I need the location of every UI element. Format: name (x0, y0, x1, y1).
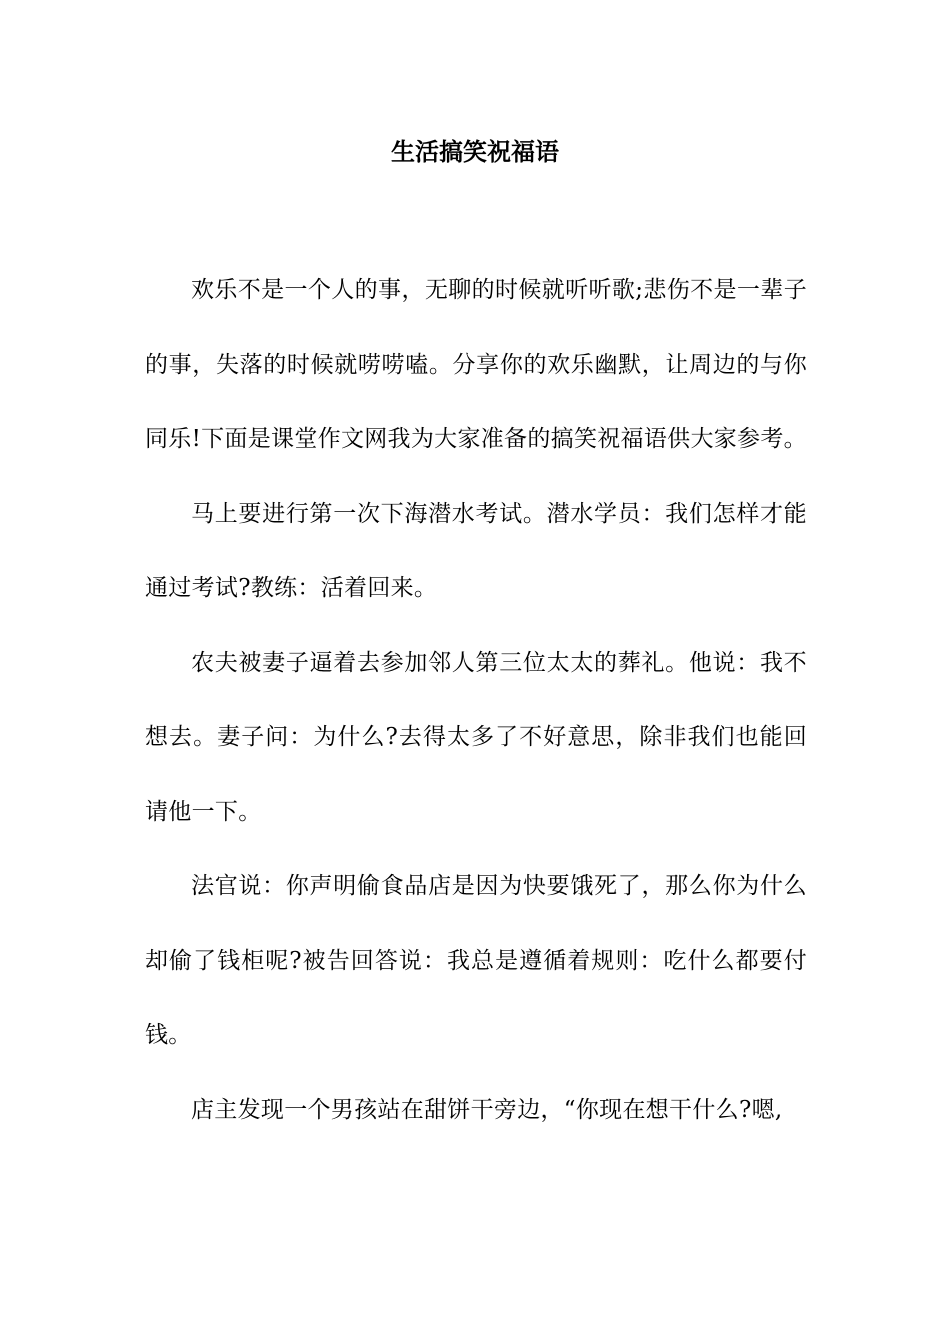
paragraph: 法官说：你声明偷食品店是因为快要饿死了，那么你为什么却偷了钱柜呢?被告回答说：我总是遵循着规则：吃什么都要付钱。 (145, 873, 807, 1048)
paragraph: 马上要进行第一次下海潜水考试。潜水学员：我们怎样才能通过考试?教练：活着回来。 (145, 500, 807, 601)
paragraph: 店主发现一个男孩站在甜饼干旁边，“你现在想干什么?嗯, (191, 1096, 783, 1123)
document-body (145, 253, 807, 1147)
paragraph: 农夫被妻子逼着去参加邻人第三位太太的葬礼。他说：我不想去。妻子问：为什么?去得太多了不好意思，除非我们也能回请他一下。 (145, 649, 807, 825)
paragraph: 欢乐不是一个人的事，无聊的时候就听听歌;悲伤不是一辈子的事，失落的时候就唠唠嗑。分享你的欢乐幽默，让周边的与你同乐!下面是课堂作文网我为大家准备的搞笑祝福语供大家参考。 (145, 277, 807, 452)
document-title: 生活搞笑祝福语 (391, 137, 559, 166)
